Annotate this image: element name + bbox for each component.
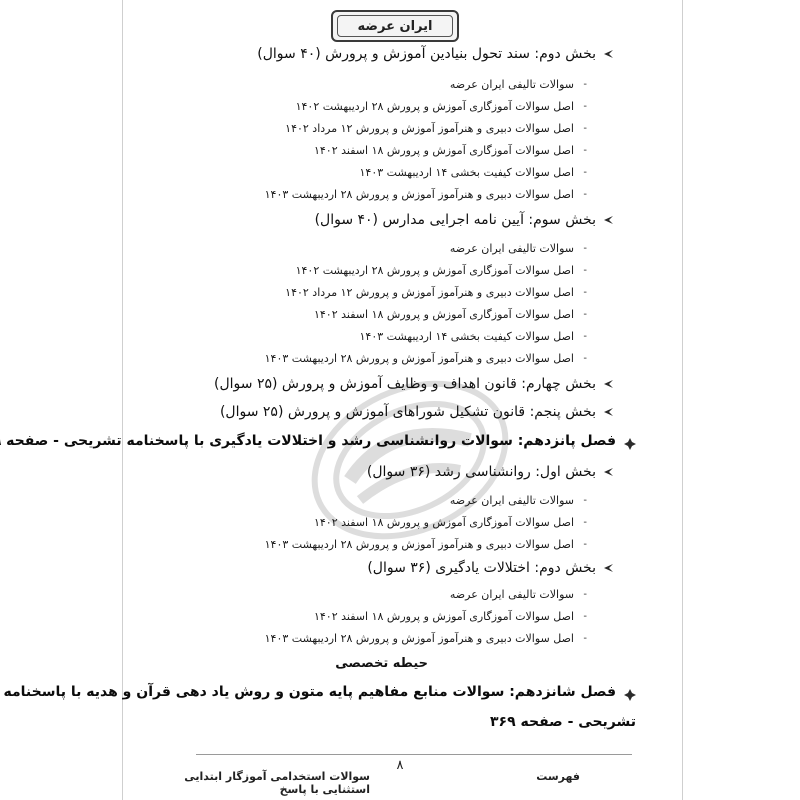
toc-section-row[interactable]	[257, 46, 614, 62]
toc-item-label: اصل سوالات آموزگاری آموزش و پرورش ۲۸ اردیبهشت ۱۴۰۲	[295, 264, 574, 277]
section-title: بخش دوم: اختلالات یادگیری (۳۶ سوال)	[367, 560, 596, 576]
dash-bullet: -	[583, 611, 587, 622]
toc-item-label: سوالات تالیفی ایران عرضه	[449, 588, 574, 601]
dash-bullet: -	[583, 495, 587, 506]
toc-item[interactable]	[450, 494, 587, 507]
toc-item[interactable]	[314, 144, 587, 157]
toc-item[interactable]	[285, 122, 587, 135]
dash-bullet: -	[583, 79, 587, 90]
chapter-title: فصل شانزدهم: سوالات منابع مفاهیم پایه متون و روش یاد دهی قرآن و هدیه با پاسخنامه	[3, 684, 616, 700]
section-title: بخش دوم: سند تحول بنیادین آموزش و پرورش (۴۰ سوال)	[257, 46, 596, 62]
toc-item[interactable]	[296, 100, 587, 113]
toc-item[interactable]	[450, 78, 587, 91]
toc-item-label: سوالات تالیفی ایران عرضه	[449, 494, 574, 507]
toc-section-row[interactable]	[367, 560, 614, 576]
arrow-bullet-icon	[602, 214, 614, 226]
toc-item-label: اصل سوالات دبیری و هنرآموز آموزش و پرورش ۲۸ اردیبهشت ۱۴۰۳	[264, 188, 574, 201]
toc-section-row[interactable]	[220, 404, 614, 420]
specialty-heading-row	[335, 656, 428, 671]
chapter-title-continued: تشریحی - صفحه ۳۶۹	[490, 714, 636, 730]
toc-item[interactable]	[265, 188, 587, 201]
toc-chapter-continuation[interactable]	[490, 714, 636, 730]
toc-item-label: اصل سوالات آموزگاری آموزش و پرورش ۱۸ اسفند ۱۴۰۲	[313, 516, 574, 529]
dash-bullet: -	[583, 243, 587, 254]
footer-divider	[196, 754, 632, 755]
toc-item-label: اصل سوالات کیفیت بخشی ۱۴ اردیبهشت ۱۴۰۳	[359, 330, 574, 343]
brand-logo-text: ایران عرضه	[337, 15, 453, 37]
toc-item-label: اصل سوالات دبیری و هنرآموز آموزش و پرورش ۲۸ اردیبهشت ۱۴۰۳	[264, 632, 574, 645]
dash-bullet: -	[583, 589, 587, 600]
dash-bullet: -	[583, 633, 587, 644]
toc-item-label: اصل سوالات آموزگاری آموزش و پرورش ۲۸ اردیبهشت ۱۴۰۲	[295, 100, 574, 113]
arrow-bullet-icon	[602, 466, 614, 478]
dash-bullet: -	[583, 353, 587, 364]
toc-item-label: اصل سوالات دبیری و هنرآموز آموزش و پرورش ۱۲ مرداد ۱۴۰۲	[285, 122, 574, 135]
dash-bullet: -	[583, 309, 587, 320]
arrow-bullet-icon	[602, 406, 614, 418]
section-title: بخش اول: روانشناسی رشد (۳۶ سوال)	[366, 464, 596, 480]
toc-chapter-row[interactable]	[3, 684, 636, 700]
toc-item[interactable]	[314, 610, 587, 623]
dash-bullet: -	[583, 517, 587, 528]
page-number: ۸	[396, 758, 404, 773]
toc-item-label: سوالات تالیفی ایران عرضه	[449, 242, 574, 255]
specialty-heading: حیطه تخصصی	[335, 656, 428, 671]
toc-section-row[interactable]	[315, 212, 614, 228]
toc-section-row[interactable]	[214, 376, 614, 392]
toc-item[interactable]	[296, 264, 587, 277]
section-title: بخش چهارم: قانون اهداف و وظایف آموزش و پرورش (۲۵ سوال)	[214, 376, 596, 392]
section-title: بخش پنجم: قانون تشکیل شوراهای آموزش و پرورش (۲۵ سوال)	[219, 404, 596, 420]
arrow-bullet-icon	[602, 562, 614, 574]
arrow-bullet-icon	[602, 48, 614, 60]
toc-item-label: اصل سوالات آموزگاری آموزش و پرورش ۱۸ اسفند ۱۴۰۲	[313, 308, 574, 321]
dash-bullet: -	[583, 167, 587, 178]
dash-bullet: -	[583, 331, 587, 342]
chapter-title: فصل پانزدهم: سوالات روانشناسی رشد و اختلالات یادگیری با پاسخنامه تشریحی - صفحه	[6, 433, 616, 449]
toc-item-label: اصل سوالات دبیری و هنرآموز آموزش و پرورش ۱۲ مرداد ۱۴۰۲	[285, 286, 574, 299]
toc-item-label: اصل سوالات دبیری و هنرآموز آموزش و پرورش ۲۸ اردیبهشت ۱۴۰۳	[264, 538, 574, 551]
arrow-bullet-icon	[602, 378, 614, 390]
toc-item-label: اصل سوالات آموزگاری آموزش و پرورش ۱۸ اسفند ۱۴۰۲	[313, 610, 574, 623]
dash-bullet: -	[583, 287, 587, 298]
diamond-bullet-icon	[624, 435, 636, 447]
dash-bullet: -	[583, 145, 587, 156]
footer-section-label: فهرست	[536, 770, 580, 783]
section-title: بخش سوم: آیین نامه اجرایی مدارس (۴۰ سوال)	[314, 212, 596, 228]
toc-item[interactable]	[450, 242, 587, 255]
toc-item-label: اصل سوالات آموزگاری آموزش و پرورش ۱۸ اسفند ۱۴۰۲	[313, 144, 574, 157]
footer-book-title: سوالات استخدامی آموزگار ابتدایی استثنایی با پاسخ	[184, 770, 370, 796]
diamond-bullet-icon	[624, 686, 636, 698]
toc-item[interactable]	[360, 166, 587, 179]
dash-bullet: -	[583, 539, 587, 550]
dash-bullet: -	[583, 101, 587, 112]
toc-item[interactable]	[265, 632, 587, 645]
toc-item[interactable]	[450, 588, 587, 601]
toc-item[interactable]	[265, 538, 587, 551]
toc-item-label: اصل سوالات دبیری و هنرآموز آموزش و پرورش ۲۸ اردیبهشت ۱۴۰۳	[264, 352, 574, 365]
toc-chapter-row[interactable]	[0, 433, 636, 449]
toc-item-label: سوالات تالیفی ایران عرضه	[449, 78, 574, 91]
dash-bullet: -	[583, 189, 587, 200]
toc-item[interactable]	[314, 516, 587, 529]
dash-bullet: -	[583, 123, 587, 134]
toc-item[interactable]	[265, 352, 587, 365]
toc-item-label: اصل سوالات کیفیت بخشی ۱۴ اردیبهشت ۱۴۰۳	[359, 166, 574, 179]
dash-bullet: -	[583, 265, 587, 276]
toc-item[interactable]	[314, 308, 587, 321]
toc-item[interactable]	[285, 286, 587, 299]
toc-item[interactable]	[360, 330, 587, 343]
toc-section-row[interactable]	[367, 464, 614, 480]
